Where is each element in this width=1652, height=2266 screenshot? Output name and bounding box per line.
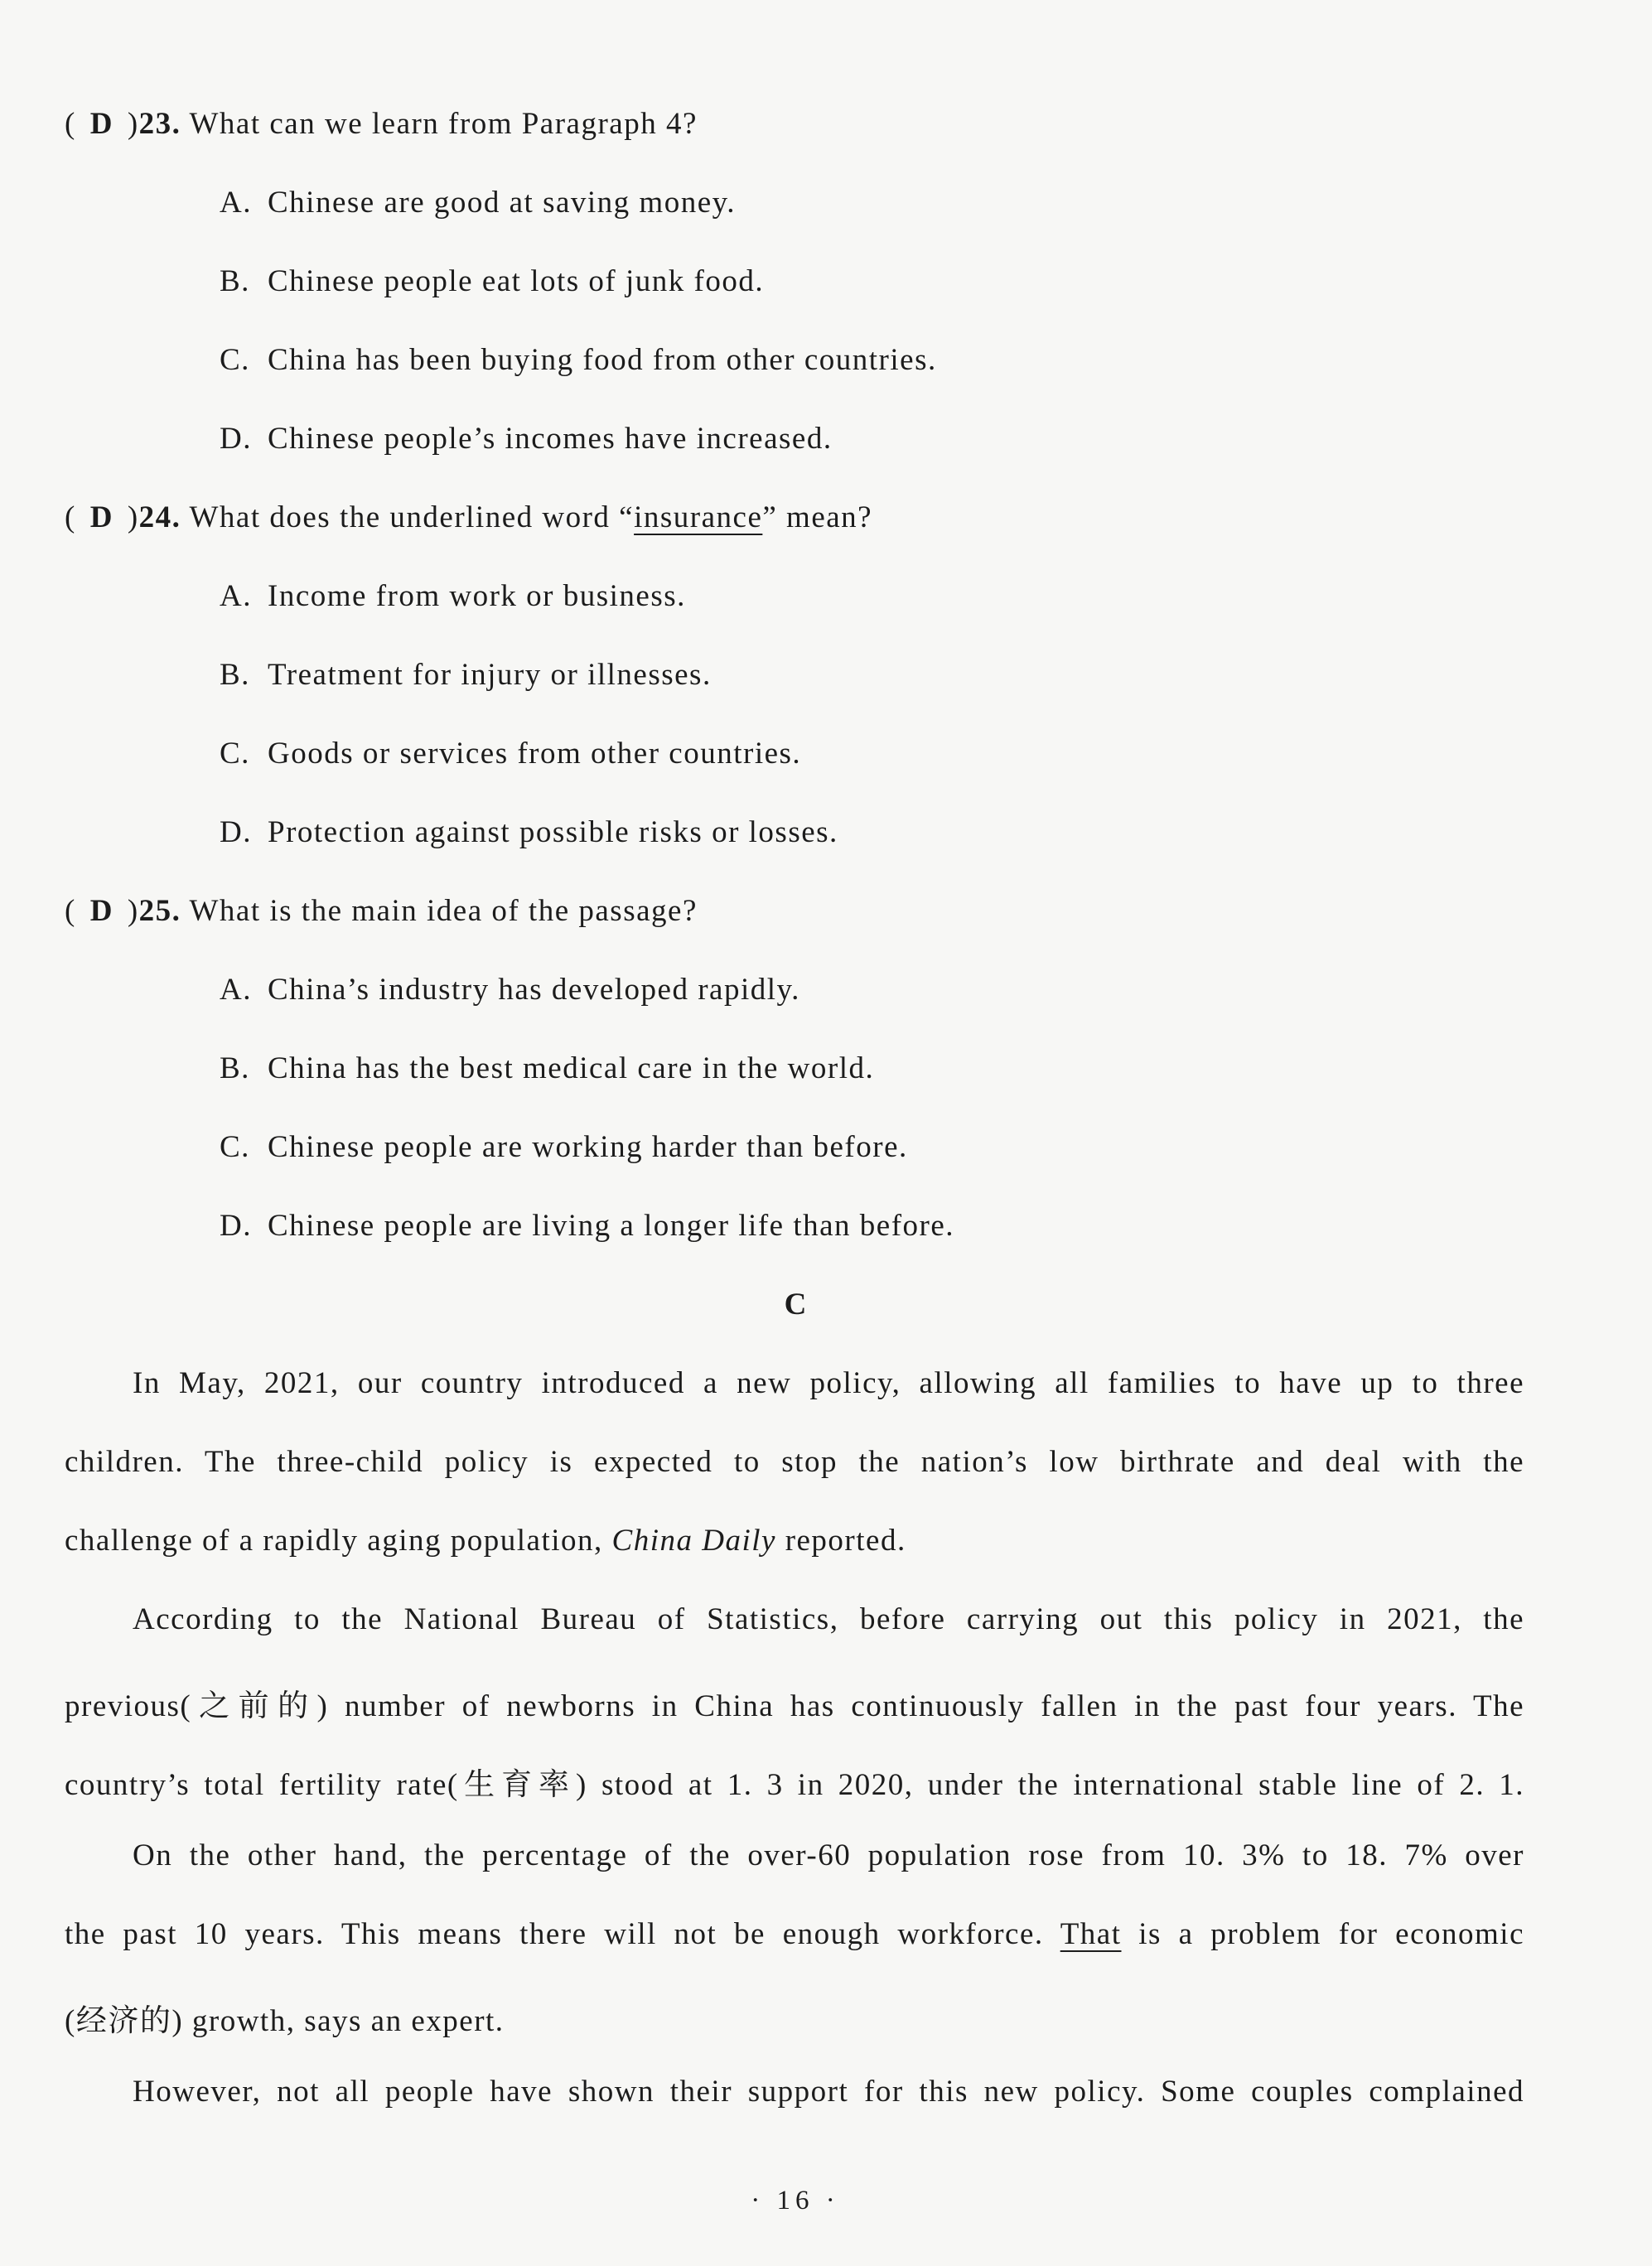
option-24-c (220, 736, 801, 771)
passage-p2-line1: According to the National Bureau of Statistics, before carrying out this policy in 2021, the (133, 1602, 1524, 1636)
passage-p3-line2 (65, 1916, 1524, 1952)
passage-p1-line2: children. The three-child policy is expected to stop the nation’s low birthrate and deal with the (65, 1445, 1524, 1479)
option-letter: C. (220, 1130, 250, 1164)
underlined-word-that: That (1060, 1917, 1122, 1951)
option-text: Income from work or business. (268, 579, 686, 613)
question-number: 25. (138, 894, 181, 928)
question-25 (65, 893, 698, 929)
passage-text: challenge of a rapidly aging population, (65, 1524, 612, 1558)
option-25-a (220, 972, 800, 1007)
option-25-c (220, 1129, 908, 1165)
passage-p2-line3: country’s total fertility rate(生育率) stood at 1. 3 in 2020, under the international stable line of 2. 1. (65, 1768, 1524, 1802)
option-24-b (220, 657, 712, 693)
answer-paren-open: ( (65, 894, 76, 928)
option-letter: D. (220, 1209, 252, 1243)
option-23-b (220, 263, 764, 299)
passage-text: reported. (775, 1524, 906, 1558)
option-letter: B. (220, 264, 250, 298)
question-stem-before: What does the underlined word “ (189, 500, 635, 534)
answer-24: D (89, 500, 114, 534)
option-text: Chinese people eat lots of junk food. (268, 264, 765, 298)
option-letter: D. (220, 422, 252, 456)
option-25-d (220, 1208, 954, 1244)
option-23-d (220, 421, 833, 457)
option-text: Chinese people’s incomes have increased. (268, 422, 833, 456)
question-number: 23. (138, 107, 181, 141)
option-letter: A. (220, 579, 252, 613)
option-text: Chinese people are living a longer life than before. (268, 1209, 955, 1243)
option-23-c (220, 342, 937, 378)
question-stem-after: ” mean? (762, 500, 873, 534)
option-text: Chinese people are working harder than before. (268, 1130, 908, 1164)
option-letter: B. (220, 1051, 250, 1085)
passage-p1-line3 (65, 1523, 906, 1558)
passage-text: the past 10 years. This means there will not be enough workforce. (65, 1917, 1060, 1951)
option-text: Protection against possible risks or losses. (268, 815, 838, 849)
passage-p3-line1: On the other hand, the percentage of the over-60 population rose from 10. 3% to 18. 7% over (133, 1838, 1524, 1872)
answer-paren-open: ( (65, 107, 76, 141)
option-text: Treatment for injury or illnesses. (268, 658, 712, 692)
question-23 (65, 106, 698, 142)
option-23-a (220, 185, 736, 220)
option-text: China’s industry has developed rapidly. (268, 973, 800, 1007)
answer-23: D (89, 107, 114, 141)
option-25-b (220, 1051, 874, 1086)
passage-p2-line2: previous(之前的) number of newborns in China has continuously fallen in the past four years. The (65, 1689, 1524, 1723)
passage-p3-line3: (经济的) growth, says an expert. (65, 2004, 505, 2038)
option-letter: A. (220, 973, 252, 1007)
question-number: 24. (138, 500, 181, 534)
answer-paren-close: ) (127, 107, 139, 141)
section-title: C (784, 1288, 807, 1321)
option-letter: D. (220, 815, 252, 849)
newspaper-name: China Daily (611, 1524, 776, 1558)
option-24-a (220, 578, 686, 614)
question-stem: What is the main idea of the passage? (189, 894, 698, 928)
passage-p1-line1: In May, 2021, our country introduced a new policy, allowing all families to have up to three (133, 1366, 1524, 1400)
underlined-word-insurance: insurance (634, 500, 763, 534)
answer-paren-open: ( (65, 500, 76, 534)
page-number: · 16 · (751, 2186, 840, 2215)
option-text: Goods or services from other countries. (268, 737, 802, 771)
question-24 (65, 500, 872, 535)
question-stem: What can we learn from Paragraph 4? (189, 107, 698, 141)
option-letter: B. (220, 658, 250, 692)
option-letter: A. (220, 186, 252, 220)
option-letter: C. (220, 737, 250, 771)
option-text: China has the best medical care in the world. (268, 1051, 875, 1085)
answer-25: D (89, 894, 114, 928)
answer-paren-close: ) (127, 500, 139, 534)
passage-text: is a problem for economic (1121, 1917, 1524, 1951)
answer-paren-close: ) (127, 894, 139, 928)
option-text: Chinese are good at saving money. (268, 186, 736, 220)
option-text: China has been buying food from other countries. (268, 343, 937, 377)
option-letter: C. (220, 343, 250, 377)
passage-p4-line1: However, not all people have shown their support for this new policy. Some couples complained (133, 2075, 1524, 2109)
option-24-d (220, 814, 838, 850)
